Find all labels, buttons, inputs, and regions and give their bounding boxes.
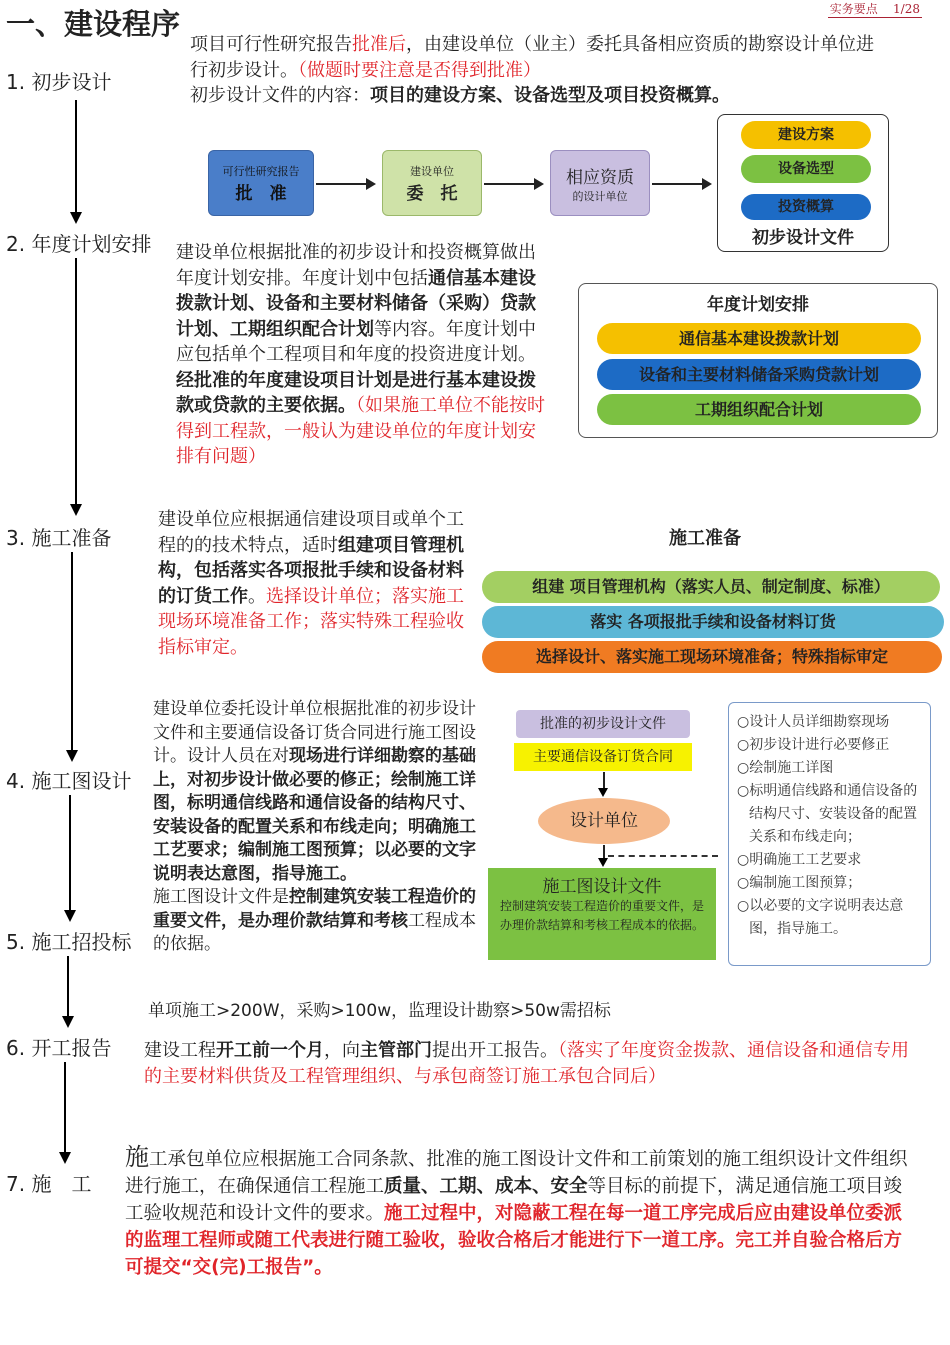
sec6-text-e: 提出开工报告。	[432, 1040, 558, 1061]
sec4-paragraph	[153, 698, 479, 957]
page-label: 实务要点	[829, 2, 878, 16]
circle-bullet-icon: ○	[737, 898, 750, 914]
sec1-content-label: 初步设计文件的内容：	[190, 85, 370, 106]
flow4-dashed-link	[608, 855, 718, 857]
sec1-text-c: ，由建设单位（业主）委托具备相应资质的勘察设计单位进行初步设计。	[190, 34, 874, 81]
sec3-paragraph	[158, 507, 468, 660]
circle-bullet-icon: ○	[737, 875, 750, 891]
page-header	[828, 0, 922, 18]
sec3-text-key: 组建项目管理机构，包括落实各项报批手续和设备材料的订货工作	[158, 534, 464, 607]
flow4-input-contract: 主要通信设备订货合同	[514, 743, 692, 771]
sec1-text-approved: 批准后	[352, 34, 406, 55]
task-list-item	[737, 780, 924, 849]
sec4-text-c: 施工图设计文件是	[153, 887, 289, 907]
circle-bullet-icon: ○	[737, 760, 750, 776]
flow-line-2	[75, 258, 77, 506]
sec3-note: 选择设计单位；落实施工现场环境准备工作；落实特殊工程验收指标审定。	[158, 585, 464, 658]
sec7-text-c: 等目标的前提下，满足通信施工项目竣工验收规范和设计文件的要求。	[125, 1176, 903, 1224]
task-list-item	[737, 872, 924, 895]
circle-bullet-icon: ○	[737, 783, 750, 799]
sec2-panel-title: 年度计划安排	[707, 295, 809, 315]
flow4-designer-node: 设计单位	[538, 798, 670, 844]
sec1-content-value: 项目的建设方案、设备选型及项目投资概算。	[370, 85, 730, 106]
sec4-text-b: 现场进行详细勘察的基础上，对初步设计做必要的修正；绘制施工详图，标明通信线路和通信设备的结构尺寸、安装设备的配置关系和布线走向；明确施工工艺要求；编制施工图预算；以必要的文字说明表达意图，指导施工。	[153, 746, 476, 884]
sec6-text-time: 开工前一个月	[216, 1040, 324, 1061]
circle-bullet-icon: ○	[737, 852, 750, 868]
task-list-item-text: 标明通信线路和通信设备的结构尺寸、安装设备的配置关系和布线走向；	[749, 783, 918, 845]
sec6-paragraph	[144, 1038, 924, 1089]
sec2-note: （如果施工单位不能按时得到工程款，一般认为建设单位的年度计划安排有问题）	[176, 395, 545, 467]
page-number: 1/28	[893, 2, 920, 16]
flow1-output-panel	[717, 114, 889, 252]
task-list-item	[737, 734, 924, 757]
flow1-box-entrust-small: 建设单位	[410, 165, 454, 178]
sec4-text-a: 建设单位委托设计单位根据批准的初步设计文件和主要通信设备订货合同进行施工图设计。设计人员在对	[153, 699, 476, 766]
sec7-text-a: 工承包单位应根据施工合同条款、批准的施工图设计文件和工前策划的施工组织设计文件组织进行施工，在确保通信工程施工	[125, 1149, 908, 1197]
task-list-item	[737, 711, 924, 734]
step-2-label: 2. 年度计划安排	[6, 232, 152, 256]
flow1-pill-budget: 投资概算	[741, 194, 871, 220]
sec6-note: （落实了年度资金拨款、通信设备和通信专用的主要材料供货及工程管理组织、与承包商签订施工承包合同后）	[144, 1040, 909, 1087]
sec4-text-e: 工程成本的依据。	[153, 910, 476, 954]
task-list-item-text: 设计人员详细勘察现场	[749, 714, 890, 730]
flow1-box-approval-small: 可行性研究报告	[222, 165, 300, 178]
flow-arrow-2	[70, 504, 82, 516]
flow1-arrow-2	[484, 183, 542, 185]
flow1-box-entrust-big: 委 托	[406, 184, 458, 204]
flow-arrow-3	[66, 750, 78, 762]
sec6-text-c: ，向	[324, 1040, 360, 1061]
circle-bullet-icon: ○	[737, 714, 750, 730]
task-list-item	[737, 895, 924, 941]
sec7-paragraph	[125, 1144, 917, 1281]
sec2-text-a: 建设单位根据批准的初步设计和投资概算做出年度计划安排。年度计划中包括	[176, 242, 536, 289]
sec4-task-list	[728, 702, 931, 966]
flow-arrow-1	[70, 212, 82, 224]
sec2-pill-loan: 设备和主要材料储备采购贷款计划	[597, 359, 921, 390]
sec1-note: （做题时要注意是否得到批准）	[298, 59, 541, 81]
flow1-box-entrust	[382, 150, 482, 216]
flow1-box-designer-small: 的设计单位	[572, 190, 628, 203]
flow-arrow-4	[64, 910, 76, 922]
task-list-item	[737, 849, 924, 872]
flow1-pill-plan: 建设方案	[741, 121, 871, 149]
flow1-panel-caption: 初步设计文件	[752, 228, 854, 248]
sec5-threshold-text: 单项施工>200W，采购>100w，监理设计勘察>50w需招标	[148, 1001, 611, 1021]
flow4-input-approved-design: 批准的初步设计文件	[516, 710, 690, 738]
sec3-text-c: 。	[248, 585, 266, 607]
flow-line-1	[75, 100, 77, 212]
circle-bullet-icon: ○	[737, 737, 750, 753]
step-4-label: 4. 施工图设计	[6, 769, 132, 793]
sec2-paragraph	[176, 240, 550, 470]
sec4-text-d: 控制建筑安装工程造价的重要文件，是办理价款结算和考核	[153, 887, 476, 931]
flow-arrow-5	[62, 1016, 74, 1028]
flow1-box-designer	[550, 150, 650, 216]
flow1-pill-equipment: 设备选型	[741, 155, 871, 183]
flow1-box-designer-big: 相应资质	[566, 168, 634, 188]
flow4-output-doc	[488, 868, 716, 960]
sec3-pill-approvals: 落实 各项报批手续和设备材料订货	[482, 606, 944, 638]
sec3-text-a: 建设单位应根据通信建设项目或单个工程的的技术特点，适时	[158, 509, 464, 556]
flow1-arrow-1	[316, 183, 374, 185]
flow-line-4	[69, 795, 71, 910]
sec1-text-a: 项目可行性研究报告	[190, 34, 352, 55]
sec2-text-basis: 经批准的年度建设项目计划是进行基本建设拨款或贷款的主要依据。	[176, 369, 536, 416]
sec6-text-dept: 主管部门	[360, 1040, 432, 1061]
sec6-text-a: 建设工程	[144, 1040, 216, 1061]
flow4-arrow-1	[598, 788, 608, 797]
task-list-item-text: 初步设计进行必要修正	[749, 737, 890, 753]
flow4-output-title: 施工图设计文件	[542, 877, 662, 897]
task-list-item-text: 明确施工工艺要求	[749, 852, 862, 868]
sec7-text-inspection: 施工过程中，对隐蔽工程在每一道工序完成后应由建设单位委派的监理工程师或随工代表进行随工验收，验收合格后才能进行下一道工序。完工并自验合格后方可提交“交(完)工报告”。	[125, 1203, 903, 1278]
step-7-label: 7. 施 工	[6, 1172, 92, 1196]
flow-arrow-6	[59, 1152, 71, 1164]
sec2-panel	[578, 283, 938, 438]
flow-line-6	[64, 1062, 66, 1152]
flow1-arrow-3	[652, 183, 710, 185]
flow1-box-approval-big: 批 准	[235, 184, 287, 204]
sec2-text-plans: 通信基本建设拨款计划、设备和主要材料储备（采购）贷款计划、工期组织配合计划	[176, 267, 536, 340]
sec3-pill-org: 组建 项目管理机构（落实人员、制定制度、标准）	[482, 571, 940, 603]
sec2-pill-schedule: 工期组织配合计划	[597, 394, 921, 425]
page-title: 一、建设程序	[6, 7, 181, 41]
flow-line-5	[67, 956, 69, 1016]
step-1-label: 1. 初步设计	[6, 70, 112, 94]
task-list-item	[737, 757, 924, 780]
step-6-label: 6. 开工报告	[6, 1036, 112, 1060]
sec7-first-char: 施	[125, 1143, 149, 1171]
flow1-box-approval	[208, 150, 314, 216]
step-5-label: 5. 施工招投标	[6, 930, 132, 954]
flow4-output-desc: 控制建筑安装工程造价的重要文件，是办理价款结算和考核工程成本的依据。	[499, 899, 704, 932]
task-list-item-text: 绘制施工详图	[749, 760, 834, 776]
task-list-item-text: 编制施工图预算；	[749, 875, 862, 891]
sec3-pill-site: 选择设计、落实施工现场环境准备；特殊指标审定	[482, 641, 942, 673]
sec3-panel-title: 施工准备	[669, 528, 741, 549]
task-list-item-text: 以必要的文字说明表达意图，指导施工。	[749, 898, 904, 937]
sec1-paragraph	[190, 32, 890, 109]
step-3-label: 3. 施工准备	[6, 526, 112, 550]
sec7-text-goals: 质量、工期、成本、安全	[384, 1176, 588, 1197]
flow4-arrow-2	[598, 858, 608, 867]
flow-line-3	[71, 552, 73, 750]
sec2-text-c: 等内容。年度计划中应包括单个工程项目和年度的投资进度计划。	[176, 318, 536, 365]
sec2-pill-funding: 通信基本建设拨款计划	[597, 323, 921, 354]
